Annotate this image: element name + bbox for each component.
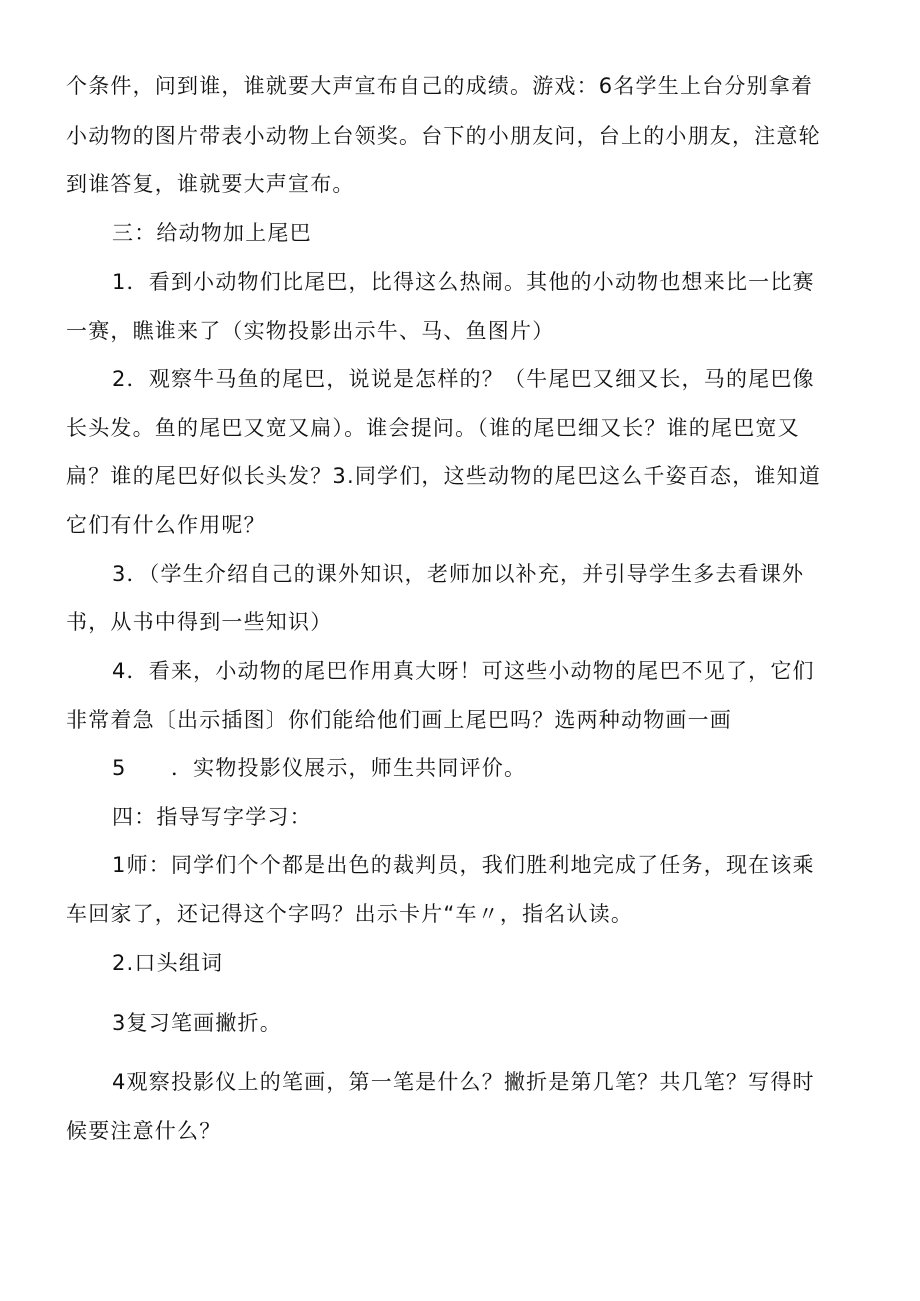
- section-heading: 三：给动物加上尾巴: [112, 221, 312, 245]
- text-line: 1．看到小动物们比尾巴，比得这么热闹。其他的小动物也想来比一比赛: [112, 270, 815, 294]
- text-line: 非常着急〔出示插图〕你们能给他们画上尾巴吗？选两种动物画一画: [66, 708, 732, 732]
- text-line: 3复习笔画撇折。: [112, 1011, 282, 1035]
- text-line: 候要注意什么？: [66, 1119, 222, 1143]
- text-line: 车回家了，还记得这个字吗？出示卡片“车〃，指名认读。: [66, 902, 634, 926]
- text-line: 4观察投影仪上的笔画，第一笔是什么？撇折是第几笔？共几笔？写得时: [112, 1070, 815, 1094]
- text-line: 扁？谁的尾巴好似长头发？3.同学们，这些动物的尾巴这么千姿百态，谁知道: [66, 464, 822, 488]
- text-line: 书，从书中得到一些知识）: [66, 610, 333, 634]
- text-line: 3．（学生介绍自己的课外知识，老师加以补充，并引导学生多去看课外: [112, 562, 805, 586]
- text-line: 小动物的图片带表小动物上台领奖。台下的小朋友问，台上的小朋友，注意轮: [66, 124, 821, 148]
- text-line: 2．观察牛马鱼的尾巴，说说是怎样的？（牛尾巴又细又长，马的尾巴像: [112, 367, 815, 391]
- text-line: 它们有什么作用呢？: [66, 513, 266, 537]
- text-line: 5 ．实物投影仪展示，师生共同评价。: [112, 756, 527, 780]
- text-line: 一赛，瞧谁来了（实物投影出示牛、马、鱼图片）: [66, 319, 555, 343]
- text-line: 2.口头组词: [112, 951, 224, 975]
- section-heading: 四：指导写字学习：: [112, 805, 312, 829]
- text-line: 到谁答复，谁就要大声宣布。: [66, 172, 355, 196]
- text-line: 个条件，问到谁，谁就要大声宣布自己的成绩。游戏：6名学生上台分别拿着: [66, 74, 814, 98]
- text-line: 4．看来，小动物的尾巴作用真大呀！可这些小动物的尾巴不见了，它们: [112, 659, 815, 683]
- text-line: 1师：同学们个个都是出色的裁判员，我们胜利地完成了任务，现在该乘: [112, 853, 815, 877]
- text-line: 长头发。鱼的尾巴又宽又扁）。谁会提问。（谁的尾巴细又长？谁的尾巴宽又: [66, 416, 800, 440]
